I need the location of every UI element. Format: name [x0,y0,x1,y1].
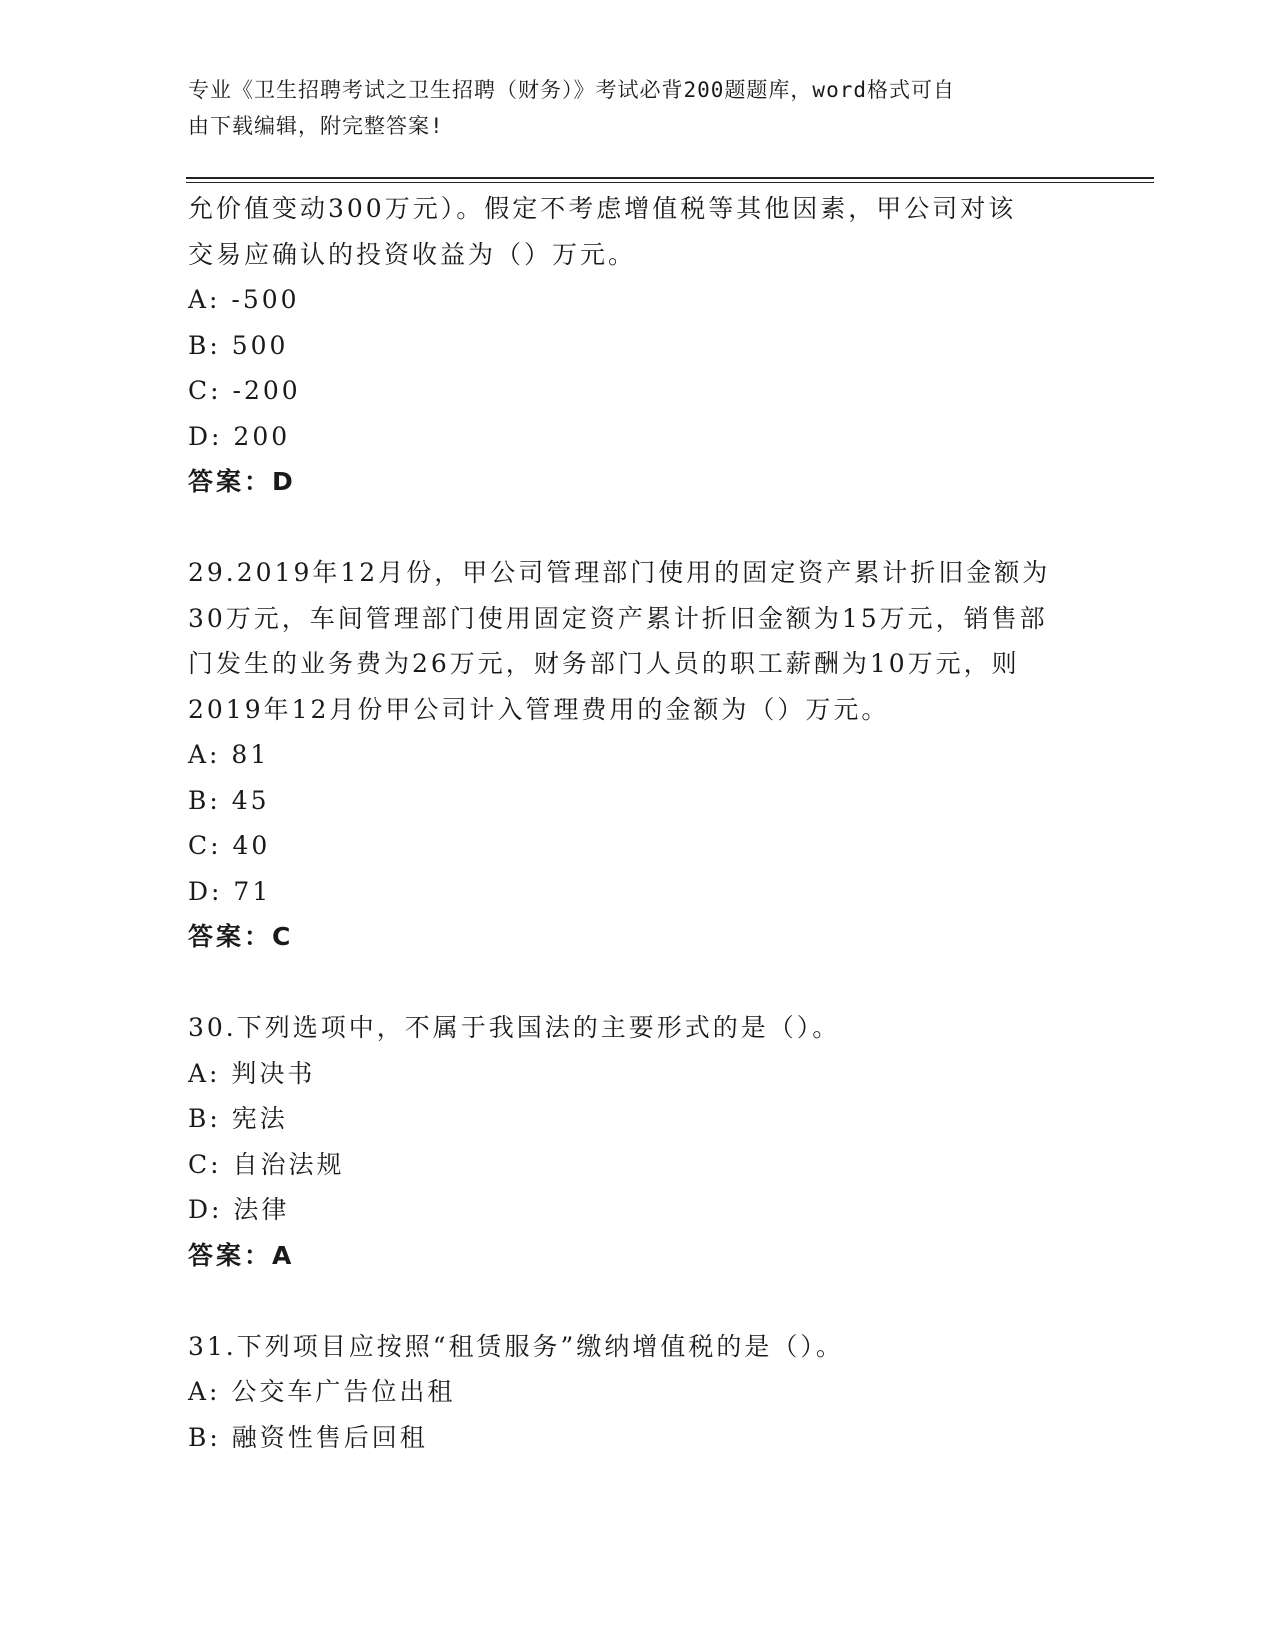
question-text-line: 允价值变动300万元）。假定不考虑增值税等其他因素，甲公司对该 [188,194,1017,223]
header-line-1: 专业《卫生招聘考试之卫生招聘（财务）》考试必背200题题库，word格式可自 [188,78,955,102]
spacer [188,1278,1088,1324]
header-line-2: 由下载编辑，附完整答案! [188,114,444,138]
option-b: B: 宪法 [188,1104,288,1133]
header-divider-thin [186,182,1154,183]
question-31 [188,1324,1088,1461]
option-c: C: 自治法规 [188,1149,345,1179]
option-b: B: 融资性售后回租 [188,1422,428,1452]
option-d: D: 法律 [188,1195,290,1224]
answer: 答案：A [188,1240,295,1270]
answer: 答案：C [188,922,294,951]
option-a: A: 公交车广告位出租 [188,1377,456,1406]
option-b: B: 45 [188,785,270,815]
question-text-line: 门发生的业务费为26万元，财务部门人员的职工薪酬为10万元，则 [188,649,1020,678]
option-a: A: -500 [188,285,300,314]
option-d: D: 71 [188,876,272,906]
option-a: A: 81 [188,740,270,769]
question-28 [188,186,1088,505]
option-c: C: 40 [188,831,271,860]
answer: 答案：D [188,467,296,496]
question-text-line: 30万元，车间管理部门使用固定资产累计折旧金额为15万元，销售部 [188,603,1048,633]
question-text-line: 2019年12月份甲公司计入管理费用的金额为（）万元。 [188,694,890,724]
document-body [188,186,1088,1460]
question-29 [188,550,1088,960]
spacer [188,960,1088,1006]
question-30 [188,1005,1088,1278]
spacer [188,505,1088,551]
option-c: C: -200 [188,376,301,405]
option-a: A: 判决书 [188,1058,316,1088]
option-d: D: 200 [188,421,291,451]
document-header [188,72,1068,144]
question-text-line: 30.下列选项中，不属于我国法的主要形式的是（）。 [188,1013,841,1042]
question-text-line: 29.2019年12月份，甲公司管理部门使用的固定资产累计折旧金额为 [188,558,1051,587]
question-text-line: 交易应确认的投资收益为（）万元。 [188,239,637,269]
question-text-line: 31.下列项目应按照“租赁服务”缴纳增值税的是（）。 [188,1331,844,1361]
header-divider-thick [186,177,1154,179]
option-b: B: 500 [188,330,289,360]
